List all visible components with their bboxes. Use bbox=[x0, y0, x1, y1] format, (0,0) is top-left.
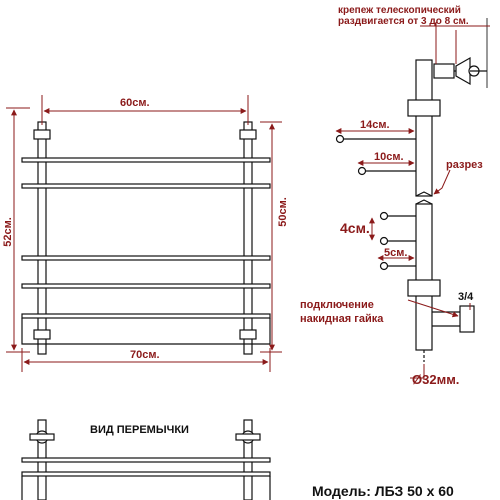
mount-cone bbox=[456, 58, 470, 84]
cut-break-bottom bbox=[416, 200, 432, 204]
front-view bbox=[22, 122, 270, 354]
bridge-bar bbox=[22, 458, 270, 462]
width-top-label: 60см. bbox=[120, 97, 150, 109]
diameter-label: Ø32мм. bbox=[412, 372, 460, 387]
vertical-pipe bbox=[416, 60, 432, 196]
thread-label: 3/4 bbox=[458, 291, 474, 303]
telescopic-mount bbox=[434, 64, 454, 78]
bridge-left-fitting bbox=[30, 434, 54, 440]
bar-end bbox=[337, 136, 344, 143]
top-left-bracket bbox=[34, 130, 50, 139]
model-label: Модель: ЛБЗ 50 х 60 bbox=[312, 483, 454, 499]
bottom-left-bracket bbox=[34, 330, 50, 339]
mount-note-line2: раздвигается от 3 до 8 см. bbox=[338, 16, 469, 27]
bottom-shelf bbox=[22, 318, 270, 344]
rail bbox=[22, 184, 270, 188]
lower-collar bbox=[408, 280, 440, 296]
top-right-bracket bbox=[240, 130, 256, 139]
mount-note-line1: крепеж телескопический bbox=[338, 5, 461, 16]
bridge-right-fitting bbox=[236, 434, 260, 440]
bridge-bar bbox=[22, 472, 270, 476]
bridge-view-title: ВИД ПЕРЕМЫЧКИ bbox=[90, 424, 189, 436]
rail bbox=[22, 256, 270, 260]
height-left-label: 52см. bbox=[2, 217, 14, 247]
rail bbox=[22, 284, 270, 288]
offset-14-label: 14см. bbox=[360, 119, 390, 131]
rail bbox=[22, 158, 270, 162]
union-nut bbox=[460, 306, 474, 332]
offset-10-label: 10см. bbox=[374, 151, 404, 163]
bar-end bbox=[381, 238, 388, 245]
bar-end bbox=[359, 168, 366, 175]
rail bbox=[22, 314, 270, 318]
connection-line1: подключение bbox=[300, 299, 374, 311]
left-post bbox=[38, 122, 46, 354]
cut-label: разрез bbox=[446, 159, 483, 171]
upper-collar bbox=[408, 100, 440, 116]
bar-end bbox=[381, 263, 388, 270]
width-bottom-label: 70см. bbox=[130, 349, 160, 361]
vertical-pipe-lower bbox=[416, 204, 432, 350]
bottom-right-bracket bbox=[240, 330, 256, 339]
right-post bbox=[244, 122, 252, 354]
connection-line2: накидная гайка bbox=[300, 313, 384, 325]
height-right-label: 50см. bbox=[277, 197, 289, 227]
spacing-4-label: 4см. bbox=[340, 220, 370, 236]
spacing-5-label: 5см. bbox=[384, 247, 408, 259]
bar-end bbox=[381, 213, 388, 220]
